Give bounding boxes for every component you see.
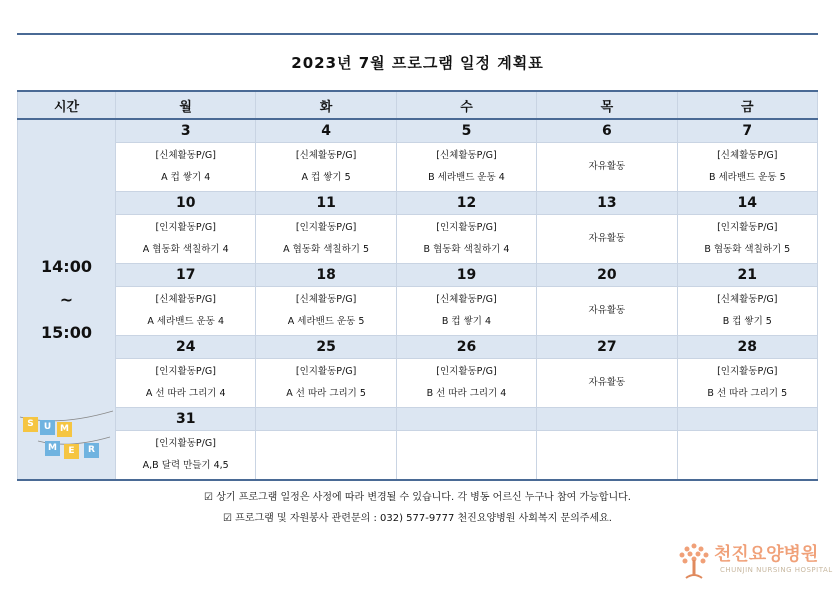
activity-type: [인지활동P/G]	[155, 222, 216, 233]
date-cell: 17	[116, 264, 256, 287]
activity-cell	[677, 431, 817, 481]
date-row	[18, 119, 818, 143]
activity-row	[18, 359, 818, 408]
date-cell: 25	[256, 336, 396, 359]
header-day-mon: 월	[116, 91, 256, 119]
activity-name: B 세라밴드 운동 5	[708, 172, 786, 183]
header-day-tue: 화	[256, 91, 396, 119]
activity-type: [인지활동P/G]	[436, 366, 497, 377]
activity-type: [신체활동P/G]	[436, 294, 497, 305]
date-cell: 12	[396, 192, 536, 215]
activity-type: [신체활동P/G]	[295, 150, 357, 161]
summer-flag: E	[64, 444, 79, 459]
free-activity-cell: 자유활동	[537, 143, 677, 192]
date-cell: 5	[396, 119, 536, 143]
activity-cell	[256, 215, 396, 264]
date-cell	[396, 408, 536, 431]
activity-name: A 협동화 색칠하기 5	[283, 244, 369, 255]
activity-name: A,B 달력 만들기 4,5	[142, 460, 229, 471]
activity-cell	[256, 359, 396, 408]
summer-flag: R	[84, 443, 99, 458]
free-activity-cell: 자유활동	[537, 287, 677, 336]
free-activity-cell: 자유활동	[537, 215, 677, 264]
activity-type: [인지활동P/G]	[155, 366, 216, 377]
activity-type: [인지활동P/G]	[155, 438, 216, 449]
date-cell: 24	[116, 336, 256, 359]
date-cell	[537, 408, 677, 431]
activity-type: [신체활동P/G]	[717, 294, 778, 305]
activity-name: B 선 따라 그리기 5	[707, 388, 788, 399]
activity-type: [신체활동P/G]	[155, 150, 216, 161]
activity-cell	[256, 431, 396, 481]
activity-cell	[396, 431, 536, 481]
activity-row	[18, 215, 818, 264]
logo-name: 천진요양병원	[714, 544, 819, 565]
bunting-string-icon	[18, 403, 115, 471]
date-cell	[256, 408, 396, 431]
date-cell: 26	[396, 336, 536, 359]
activity-cell	[396, 143, 536, 192]
schedule-table	[17, 90, 818, 481]
activity-type: [인지활동P/G]	[295, 222, 357, 233]
activity-cell	[677, 287, 817, 336]
page-title: 2023년 7월 프로그램 일정 계획표	[291, 54, 544, 72]
activity-name: A 세라밴드 운동 4	[147, 316, 225, 327]
activity-cell	[116, 287, 256, 336]
header-time: 시간	[18, 91, 116, 119]
date-cell: 20	[537, 264, 677, 287]
date-cell: 28	[677, 336, 817, 359]
date-cell: 19	[396, 264, 536, 287]
title-box	[17, 33, 818, 90]
activity-name: B 컵 쌓기 4	[441, 316, 492, 327]
header-day-fri: 금	[677, 91, 817, 119]
time-cell	[18, 119, 116, 480]
activity-name: A 컵 쌓기 4	[161, 172, 211, 183]
header-day-wed: 수	[396, 91, 536, 119]
activity-name: A 선 따라 그리기 4	[145, 388, 226, 399]
activity-name: A 컵 쌓기 5	[301, 172, 351, 183]
date-cell: 3	[116, 119, 256, 143]
date-cell: 27	[537, 336, 677, 359]
date-cell: 7	[677, 119, 817, 143]
activity-name: B 협동화 색칠하기 4	[423, 244, 510, 255]
activity-cell	[116, 215, 256, 264]
date-cell: 6	[537, 119, 677, 143]
summer-flag: M	[57, 422, 72, 437]
date-cell: 31	[116, 408, 256, 431]
activity-cell	[677, 215, 817, 264]
date-cell: 4	[256, 119, 396, 143]
activity-cell	[677, 359, 817, 408]
free-activity-cell: 자유활동	[537, 359, 677, 408]
date-cell: 10	[116, 192, 256, 215]
summer-banner	[18, 403, 115, 471]
activity-cell	[396, 287, 536, 336]
note-schedule-change: ☑ 상기 프로그램 일정은 사정에 따라 변경될 수 있습니다. 각 병동 어르신 누구나 참여 가능합니다.	[204, 492, 631, 503]
time-sep: ~	[59, 290, 74, 309]
activity-cell	[677, 143, 817, 192]
activity-name: B 선 따라 그리기 4	[426, 388, 507, 399]
activity-cell	[396, 359, 536, 408]
activity-row	[18, 431, 818, 481]
activity-name: B 협동화 색칠하기 5	[704, 244, 791, 255]
date-cell: 13	[537, 192, 677, 215]
header-row	[18, 91, 818, 119]
date-cell: 11	[256, 192, 396, 215]
activity-row	[18, 143, 818, 192]
header-day-thu: 목	[537, 91, 677, 119]
activity-cell	[396, 215, 536, 264]
date-row	[18, 264, 818, 287]
activity-type: [인지활동P/G]	[436, 222, 497, 233]
activity-name: B 세라밴드 운동 4	[428, 172, 505, 183]
activity-cell	[256, 287, 396, 336]
activity-cell	[537, 431, 677, 481]
activity-type: [인지활동P/G]	[295, 366, 357, 377]
activity-name: A 선 따라 그리기 5	[286, 388, 366, 399]
time-start: 14:00	[41, 257, 92, 276]
activity-cell	[116, 143, 256, 192]
activity-type: [인지활동P/G]	[717, 222, 778, 233]
activity-type: [신체활동P/G]	[436, 150, 497, 161]
time-end: 15:00	[41, 323, 92, 342]
activity-cell	[116, 359, 256, 408]
activity-row	[18, 287, 818, 336]
activity-name: A 세라밴드 운동 5	[287, 316, 365, 327]
summer-flag: S	[23, 417, 38, 432]
activity-type: [신체활동P/G]	[155, 294, 216, 305]
logo-subtitle: CHUNJIN NURSING HOSPITAL	[720, 566, 833, 574]
note-contact: ☑ 프로그램 및 자원봉사 관련문의 : 032) 577-9777 천진요양병원 사회복지 문의주세요.	[223, 513, 612, 524]
date-row	[18, 336, 818, 359]
date-row	[18, 408, 818, 431]
activity-type: [신체활동P/G]	[295, 294, 357, 305]
activity-name: B 컵 쌓기 5	[722, 316, 772, 327]
summer-flag: M	[45, 441, 60, 456]
date-cell: 14	[677, 192, 817, 215]
hospital-logo	[676, 540, 833, 582]
activity-type: [인지활동P/G]	[717, 366, 778, 377]
summer-flag: U	[40, 420, 55, 435]
date-row	[18, 192, 818, 215]
activity-type: [신체활동P/G]	[717, 150, 778, 161]
activity-name: A 협동화 색칠하기 4	[142, 244, 229, 255]
date-cell	[677, 408, 817, 431]
activity-cell	[116, 431, 256, 481]
activity-cell	[256, 143, 396, 192]
date-cell: 18	[256, 264, 396, 287]
date-cell: 21	[677, 264, 817, 287]
tree-logo-icon	[676, 540, 712, 580]
